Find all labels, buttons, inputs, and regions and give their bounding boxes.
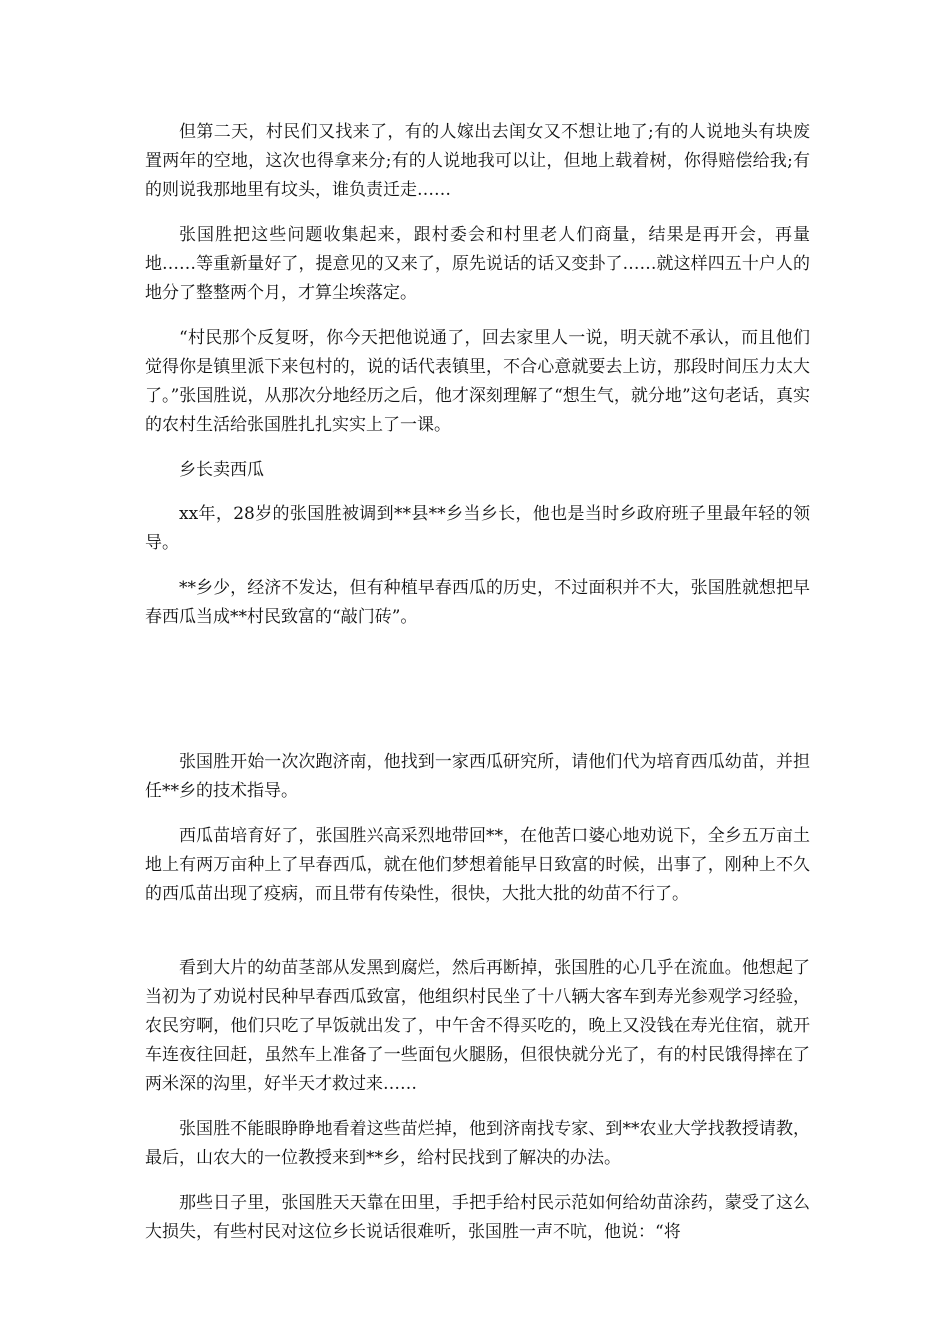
paragraph-8: 看到大片的幼苗茎部从发黑到腐烂，然后再断掉，张国胜的心几乎在流血。他想起了当初为了劝说村民种早春西瓜致富，他组织村民坐了十八辆大客车到寿光参观学习经验，农民穷啊，他们只吃了早饭就出发了，中午舍不得买吃的，晚上又没钱在寿光住宿，就开车连夜往回赶，虽然车上准备了一些面包火腿肠，但很快就分光了，有的村民饿得摔在了两米深的沟里，好半天才救过来…… — [145, 958, 810, 1094]
paragraph-5: **乡少，经济不发达，但有种植早春西瓜的历史，不过面积并不大，张国胜就想把早春西瓜当成**村民致富的“敲门砖”。 — [145, 578, 810, 627]
paragraph-7: 西瓜苗培育好了，张国胜兴高采烈地带回**，在他苦口婆心地劝说下，全乡五万亩土地上有两万亩种上了早春西瓜，就在他们梦想着能早日致富的时候，出事了，刚种上不久的西瓜苗出现了疫病，而且带有传染性，很快，大批大批的幼苗不行了。 — [145, 826, 810, 904]
paragraph-4: xx年，28岁的张国胜被调到**县**乡当乡长，他也是当时乡政府班子里最年轻的领导。 — [145, 504, 810, 553]
paragraph-6: 张国胜开始一次次跑济南，他找到一家西瓜研究所，请他们代为培育西瓜幼苗，并担任**乡的技术指导。 — [145, 752, 810, 801]
paragraph-2: 张国胜把这些问题收集起来，跟村委会和村里老人们商量，结果是再开会，再量地……等重新量好了，提意见的又来了，原先说话的话又变卦了……就这样四五十户人的地分了整整两个月，才算尘埃落定。 — [145, 225, 810, 303]
paragraph-9: 张国胜不能眼睁睁地看着这些苗烂掉，他到济南找专家、到**农业大学找教授请教，最后，山农大的一位教授来到**乡，给村民找到了解决的办法。 — [145, 1119, 810, 1168]
section-heading: 乡长卖西瓜 — [179, 460, 264, 480]
paragraph-10: 那些日子里，张国胜天天靠在田里，手把手给村民示范如何给幼苗涂药，蒙受了这么大损失，有些村民对这位乡长说话很难听，张国胜一声不吭，他说：“将 — [145, 1193, 810, 1242]
paragraph-1: 但第二天，村民们又找来了，有的人嫁出去闺女又不想让地了;有的人说地头有块废置两年的空地，这次也得拿来分;有的人说地我可以让，但地上载着树，你得赔偿给我;有的则说我那地里有坟头，谁负责迁走…… — [145, 122, 810, 200]
paragraph-3: “村民那个反复呀，你今天把他说通了，回去家里人一说，明天就不承认，而且他们觉得你是镇里派下来包村的，说的话代表镇里，不合心意就要去上访，那段时间压力太大了。”张国胜说，从那次分地经历之后，他才深刻理解了“想生气，就分地”这句老话，真实的农村生活给张国胜扎扎实实上了一课。 — [145, 328, 810, 435]
